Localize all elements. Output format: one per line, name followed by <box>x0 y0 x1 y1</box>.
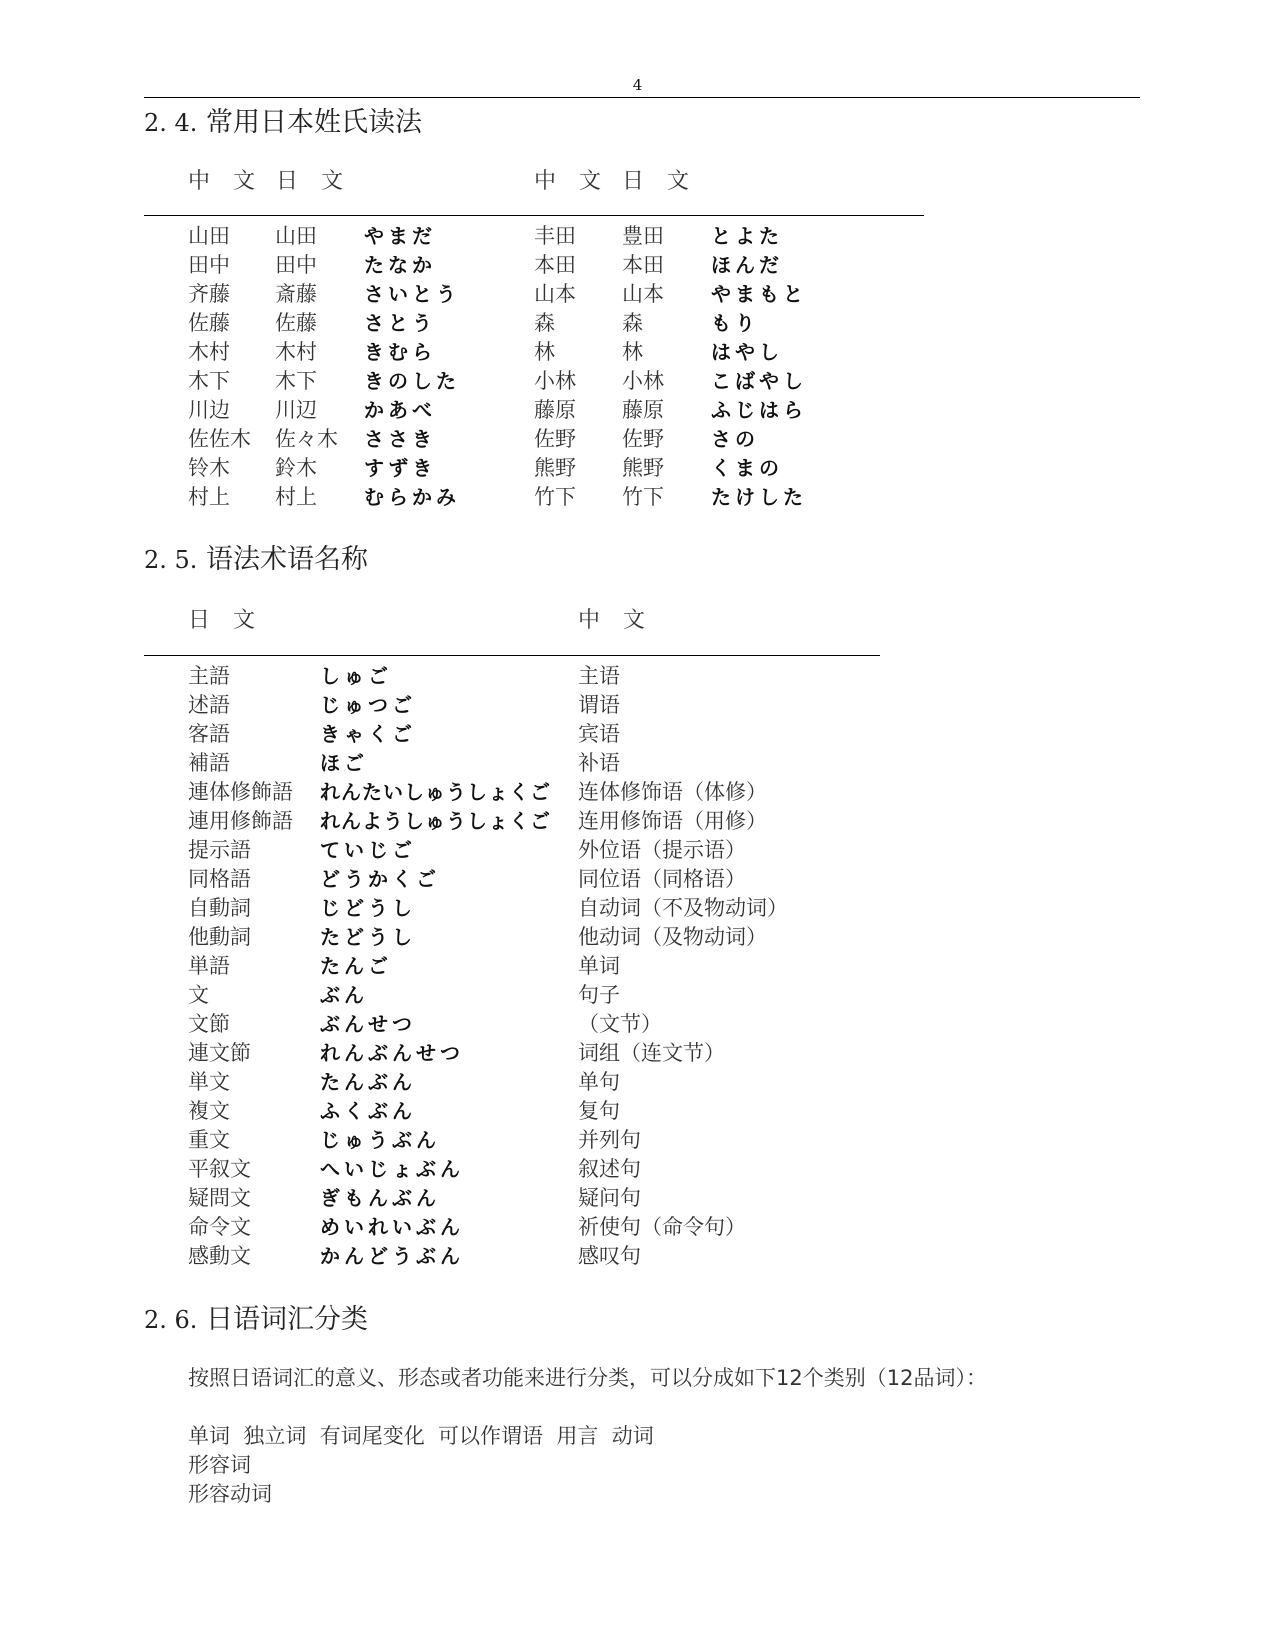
kana-reading: たんぶん <box>320 1070 416 1094</box>
kana-reading: れんたいしゅうしょくご <box>320 780 551 804</box>
vocab-line: 形容动词 <box>188 1482 272 1506</box>
jp-term: 連体修飾語 <box>188 780 293 804</box>
jp-term: 客語 <box>188 722 230 746</box>
page-number: 4 <box>632 76 643 94</box>
jp-term: 単文 <box>188 1070 230 1094</box>
kana-reading: もり <box>711 311 759 335</box>
jp-name: 佐々木 <box>275 427 338 451</box>
kana-reading: こばやし <box>711 369 807 393</box>
kana-reading: どうかくご <box>320 867 440 891</box>
section-title-vocab <box>144 1297 368 1336</box>
kana-reading: たなか <box>364 253 436 277</box>
kana-reading: ささき <box>364 427 436 451</box>
header-rule <box>144 97 1140 98</box>
cn-name: 木村 <box>188 340 230 364</box>
cn-term: 同位语（同格语） <box>578 867 746 891</box>
jp-term: 連用修飾語 <box>188 809 293 833</box>
cn-name: 齐藤 <box>188 282 230 306</box>
kana-reading: さの <box>711 427 759 451</box>
cn-name: 林 <box>534 340 555 364</box>
kana-reading: ふくぶん <box>320 1099 416 1123</box>
kana-reading: じゅうぶん <box>320 1128 440 1152</box>
kana-reading: ていじご <box>320 838 416 862</box>
cn-term: 并列句 <box>578 1128 641 1152</box>
cn-term: 外位语（提示语） <box>578 838 746 862</box>
jp-name: 佐藤 <box>275 311 317 335</box>
jp-term: 同格語 <box>188 867 251 891</box>
jp-name: 豊田 <box>622 224 664 248</box>
jp-term: 文節 <box>188 1012 230 1036</box>
cn-name: 佐野 <box>534 427 576 451</box>
cn-term: 单词 <box>578 954 620 978</box>
section-title-text: 日语词汇分类 <box>206 1304 369 1335</box>
header-jp: 日 文 <box>188 608 263 633</box>
kana-reading: かあべ <box>364 398 436 422</box>
jp-term: 自動詞 <box>188 896 251 920</box>
jp-term: 主語 <box>188 664 230 688</box>
jp-term: 単語 <box>188 954 230 978</box>
jp-name: 斎藤 <box>275 282 317 306</box>
cn-term: 叙述句 <box>578 1157 641 1181</box>
kana-reading: くまの <box>711 456 783 480</box>
cn-term: 句子 <box>578 983 620 1007</box>
cn-term: （文节） <box>578 1012 662 1036</box>
cn-term: 疑问句 <box>578 1186 641 1210</box>
jp-name: 山本 <box>622 282 664 306</box>
kana-reading: たんご <box>320 954 392 978</box>
kana-reading: さとう <box>364 311 436 335</box>
vocab-line: 单词 独立词 有词尾变化 可以作谓语 用言 动词 <box>188 1424 654 1448</box>
jp-term: 文 <box>188 983 209 1007</box>
jp-term: 連文節 <box>188 1041 251 1065</box>
cn-name: 竹下 <box>534 485 576 509</box>
jp-term: 命令文 <box>188 1215 251 1239</box>
jp-name: 田中 <box>275 253 317 277</box>
cn-term: 词组（连文节） <box>578 1041 725 1065</box>
cn-term: 补语 <box>578 751 620 775</box>
kana-reading: たどうし <box>320 925 416 949</box>
kana-reading: さいとう <box>364 282 460 306</box>
jp-name: 佐野 <box>622 427 664 451</box>
cn-term: 祈使句（命令句） <box>578 1215 746 1239</box>
cn-term: 单句 <box>578 1070 620 1094</box>
jp-term: 提示語 <box>188 838 251 862</box>
cn-term: 谓语 <box>578 693 620 717</box>
cn-name: 村上 <box>188 485 230 509</box>
kana-reading: やまだ <box>364 224 436 248</box>
jp-name: 鈴木 <box>275 456 317 480</box>
cn-term: 复句 <box>578 1099 620 1123</box>
cn-name: 森 <box>534 311 555 335</box>
section-title-grammar <box>144 537 368 576</box>
jp-term: 他動詞 <box>188 925 251 949</box>
jp-name: 林 <box>622 340 643 364</box>
header-jp-left: 日 文 <box>276 169 351 194</box>
cn-term: 连用修饰语（用修） <box>578 809 767 833</box>
jp-name: 熊野 <box>622 456 664 480</box>
kana-reading: ぶん <box>320 983 368 1007</box>
intro-paragraph: 按照日语词汇的意义、形态或者功能来进行分类，可以分成如下12个类别（12品词）： <box>188 1366 987 1390</box>
kana-reading: むらかみ <box>364 485 460 509</box>
jp-name: 木下 <box>275 369 317 393</box>
kana-reading: ほんだ <box>711 253 783 277</box>
header-cn-right: 中 文 <box>534 169 609 194</box>
cn-name: 木下 <box>188 369 230 393</box>
kana-reading: れんようしゅうしょくご <box>320 809 551 833</box>
kana-reading: じゅつご <box>320 693 416 717</box>
section-title-surnames <box>144 100 422 139</box>
vocab-line: 形容词 <box>188 1453 251 1477</box>
kana-reading: ぎもんぶん <box>320 1186 440 1210</box>
jp-term: 疑問文 <box>188 1186 251 1210</box>
jp-term: 平叙文 <box>188 1157 251 1181</box>
cn-name: 藤原 <box>534 398 576 422</box>
section-title-text: 常用日本姓氏读法 <box>206 107 423 138</box>
cn-name: 田中 <box>188 253 230 277</box>
section-title-text: 语法术语名称 <box>206 544 369 575</box>
cn-name: 川边 <box>188 398 230 422</box>
jp-name: 竹下 <box>622 485 664 509</box>
section-number: 2. 5. <box>144 546 198 574</box>
kana-reading: れんぶんせつ <box>320 1041 464 1065</box>
cn-term: 主语 <box>578 664 620 688</box>
kana-reading: じどうし <box>320 896 416 920</box>
jp-name: 山田 <box>275 224 317 248</box>
header-jp-right: 日 文 <box>622 169 697 194</box>
kana-reading: ほご <box>320 751 368 775</box>
cn-name: 小林 <box>534 369 576 393</box>
cn-name: 本田 <box>534 253 576 277</box>
table-rule <box>144 655 880 656</box>
kana-reading: きゃくご <box>320 722 416 746</box>
jp-name: 本田 <box>622 253 664 277</box>
cn-term: 自动词（不及物动词） <box>578 896 788 920</box>
cn-name: 山田 <box>188 224 230 248</box>
kana-reading: ふじはら <box>711 398 807 422</box>
jp-name: 川辺 <box>275 398 317 422</box>
kana-reading: きのした <box>364 369 460 393</box>
kana-reading: へいじょぶん <box>320 1157 464 1181</box>
jp-name: 森 <box>622 311 643 335</box>
jp-term: 感動文 <box>188 1244 251 1268</box>
cn-term: 他动词（及物动词） <box>578 925 767 949</box>
jp-name: 木村 <box>275 340 317 364</box>
jp-term: 述語 <box>188 693 230 717</box>
cn-term: 感叹句 <box>578 1244 641 1268</box>
cn-name: 佐藤 <box>188 311 230 335</box>
jp-name: 村上 <box>275 485 317 509</box>
cn-name: 熊野 <box>534 456 576 480</box>
cn-name: 山本 <box>534 282 576 306</box>
jp-term: 重文 <box>188 1128 230 1152</box>
jp-term: 補語 <box>188 751 230 775</box>
kana-reading: たけした <box>711 485 807 509</box>
section-number: 2. 6. <box>144 1306 198 1334</box>
cn-name: 丰田 <box>534 224 576 248</box>
kana-reading: かんどうぶん <box>320 1244 464 1268</box>
kana-reading: めいれいぶん <box>320 1215 464 1239</box>
kana-reading: やまもと <box>711 282 807 306</box>
cn-name: 佐佐木 <box>188 427 251 451</box>
kana-reading: しゅご <box>320 664 392 688</box>
cn-name: 铃木 <box>188 456 230 480</box>
jp-name: 藤原 <box>622 398 664 422</box>
jp-name: 小林 <box>622 369 664 393</box>
kana-reading: とよた <box>711 224 783 248</box>
kana-reading: すずき <box>364 456 437 480</box>
table-rule <box>144 215 924 216</box>
cn-term: 宾语 <box>578 722 620 746</box>
jp-term: 複文 <box>188 1099 230 1123</box>
kana-reading: きむら <box>364 340 436 364</box>
kana-reading: ぶんせつ <box>320 1012 416 1036</box>
cn-term: 连体修饰语（体修） <box>578 780 767 804</box>
section-number: 2. 4. <box>144 109 198 137</box>
header-cn-left: 中 文 <box>188 169 263 194</box>
kana-reading: はやし <box>711 340 783 364</box>
header-cn: 中 文 <box>578 608 653 633</box>
